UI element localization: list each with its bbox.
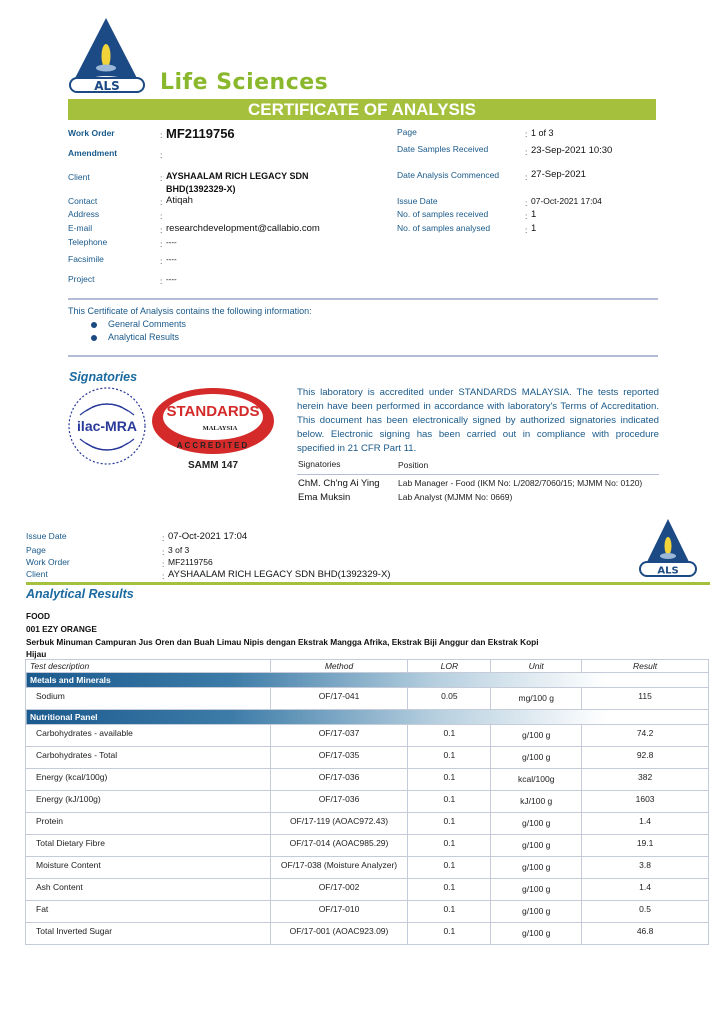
sample-id-name: 001 EZY ORANGE [26, 624, 97, 634]
cell-method: OF/17-037 [270, 725, 408, 747]
page-value: 1 of 3 [531, 128, 554, 138]
p3-work-order-label: Work Order [26, 557, 70, 567]
colon: : [525, 147, 528, 157]
colon: : [162, 547, 165, 557]
client-value-line2: BHD(1392329-X) [166, 184, 236, 194]
cell-unit: g/100 g [491, 835, 582, 857]
document-title: CERTIFICATE OF ANALYSIS [68, 99, 656, 120]
cell-result: 92.8 [582, 747, 709, 769]
cell-test: Total Inverted Sugar [26, 923, 271, 945]
cell-test: Moisture Content [26, 857, 271, 879]
cell-unit: g/100 g [491, 857, 582, 879]
page-label: Page [397, 127, 417, 137]
cell-unit: kJ/100 g [491, 791, 582, 813]
divider [297, 474, 659, 475]
divider [68, 298, 658, 300]
cell-unit: kcal/100g [491, 769, 582, 791]
colon: : [160, 276, 163, 286]
p3-page-value: 3 of 3 [168, 545, 190, 555]
table-header-row [26, 660, 709, 673]
cell-unit: g/100 g [491, 923, 582, 945]
signatory-name: ChM. Ch'ng Ai Ying [298, 478, 380, 489]
group-name: Metals and Minerals [26, 673, 709, 688]
table-row [26, 791, 709, 813]
date-commenced-label: Date Analysis Commenced [397, 170, 500, 180]
position-col-header: Position [398, 460, 429, 470]
standards-malaysia-logo [150, 386, 276, 456]
cell-method: OF/17-036 [270, 791, 408, 813]
cell-lor: 0.1 [408, 791, 491, 813]
table-row [26, 813, 709, 835]
sample-description: Serbuk Minuman Campuran Jus Oren dan Buah Limau Nipis dengan Ekstrak Mangga Afrika, Ekstrak Biji Anggur dan Ekstrak Kopi [26, 637, 539, 647]
group-header-row [26, 710, 709, 725]
samples-analysed-value: 1 [531, 223, 537, 234]
facsimile-label: Facsimile [68, 254, 104, 264]
cell-result: 1603 [582, 791, 709, 813]
telephone-label: Telephone [68, 237, 108, 247]
facsimile-value: ---- [166, 255, 177, 264]
contents-intro: This Certificate of Analysis contains the following information: [68, 306, 312, 316]
p3-work-order-value: MF2119756 [168, 557, 213, 567]
ilac-mra-logo [66, 385, 148, 467]
email-label: E-mail [68, 223, 93, 233]
cell-result: 115 [582, 688, 709, 710]
standards-text: STANDARDS [166, 403, 260, 420]
colon: : [525, 198, 528, 208]
cell-method: OF/17-001 (AOAC923.09) [270, 923, 408, 945]
cell-lor: 0.1 [408, 769, 491, 791]
client-label: Client [68, 172, 90, 182]
cell-method: OF/17-119 (AOAC972.43) [270, 813, 408, 835]
cell-method: OF/17-002 [270, 879, 408, 901]
contact-value: Atiqah [166, 195, 193, 206]
cell-test: Carbohydrates - Total [26, 747, 271, 769]
accredited-text: ACCREDITED [176, 441, 250, 450]
cell-unit: g/100 g [491, 725, 582, 747]
colon: : [162, 559, 165, 569]
cell-lor: 0.05 [408, 688, 491, 710]
telephone-value: ---- [166, 238, 177, 247]
table-row [26, 769, 709, 791]
logo-text: ALS [94, 79, 120, 93]
table-row [26, 857, 709, 879]
cell-test: Total Dietary Fibre [26, 835, 271, 857]
col-header-lor: LOR [408, 660, 491, 673]
samm-number: SAMM 147 [188, 460, 239, 471]
colon: : [525, 129, 528, 139]
colon: : [160, 197, 163, 207]
samples-received-value: 1 [531, 209, 537, 220]
cell-test: Sodium [26, 688, 271, 710]
cell-test: Protein [26, 813, 271, 835]
col-header-result: Result [582, 660, 709, 673]
table-row [26, 923, 709, 945]
samples-analysed-label: No. of samples analysed [397, 223, 491, 233]
colon: : [162, 533, 165, 543]
signatory-name: Ema Muksin [298, 492, 351, 503]
work-order-value: MF2119756 [166, 126, 235, 141]
green-divider [26, 582, 710, 585]
table-row [26, 747, 709, 769]
ilac-text: ilac-MRA [77, 418, 137, 434]
results-body [26, 673, 709, 945]
cell-result: 1.4 [582, 879, 709, 901]
als-logo-small [634, 516, 704, 580]
email-value[interactable]: researchdevelopment@callabio.com [166, 223, 320, 234]
client-value: AYSHAALAM RICH LEGACY SDN [166, 171, 309, 181]
p3-issue-date-label: Issue Date [26, 531, 67, 541]
cell-method: OF/17-038 (Moisture Analyzer) [270, 857, 408, 879]
table-row [26, 725, 709, 747]
cell-lor: 0.1 [408, 747, 491, 769]
cell-result: 0.5 [582, 901, 709, 923]
group-header-row [26, 673, 709, 688]
date-commenced-value: 27-Sep-2021 [531, 169, 586, 180]
cell-result: 382 [582, 769, 709, 791]
als-logo [66, 14, 166, 94]
cell-unit: mg/100 g [491, 688, 582, 710]
p3-client-label: Client [26, 569, 48, 579]
cell-test: Carbohydrates - available [26, 725, 271, 747]
analytical-results-title: Analytical Results [26, 587, 134, 601]
cell-test: Energy (kJ/100g) [26, 791, 271, 813]
colon: : [162, 571, 165, 581]
sample-description-line2: Hijau [26, 649, 47, 659]
table-row [26, 901, 709, 923]
colon: : [160, 256, 163, 266]
p3-issue-date-value: 07-Oct-2021 17:04 [168, 531, 248, 542]
malaysia-text: MALAYSIA [202, 425, 238, 432]
cell-result: 3.8 [582, 857, 709, 879]
date-received-value: 23-Sep-2021 10:30 [531, 145, 613, 156]
cell-test: Fat [26, 901, 271, 923]
cell-test: Energy (kcal/100g) [26, 769, 271, 791]
p3-page-label: Page [26, 545, 46, 555]
contact-label: Contact [68, 196, 98, 206]
colon: : [525, 225, 528, 235]
col-header-method: Method [270, 660, 408, 673]
cell-lor: 0.1 [408, 725, 491, 747]
colon: : [160, 130, 163, 140]
col-header-unit: Unit [491, 660, 582, 673]
cell-unit: g/100 g [491, 747, 582, 769]
cell-method: OF/17-010 [270, 901, 408, 923]
cell-result: 46.8 [582, 923, 709, 945]
cell-lor: 0.1 [408, 901, 491, 923]
project-value: ---- [166, 275, 177, 284]
logo-text: ALS [657, 565, 679, 577]
colon: : [525, 172, 528, 182]
signatories-title: Signatories [69, 370, 138, 384]
contents-item: General Comments [108, 319, 187, 329]
p3-client-value: AYSHAALAM RICH LEGACY SDN BHD(1392329-X) [168, 569, 391, 580]
bullet-icon [91, 335, 97, 341]
work-order-label: Work Order [68, 128, 115, 138]
group-name: Nutritional Panel [26, 710, 709, 725]
results-table [25, 659, 709, 945]
signatory-position: Lab Analyst (MJMM No: 0669) [398, 492, 513, 502]
signatories-col-header: Signatories [298, 459, 341, 469]
colon: : [525, 211, 528, 221]
colon: : [160, 225, 163, 235]
amendment-label: Amendment [68, 148, 118, 158]
divider [68, 355, 658, 357]
project-label: Project [68, 274, 95, 284]
cell-test: Ash Content [26, 879, 271, 901]
issue-date-label: Issue Date [397, 196, 438, 206]
brand-name: Life Sciences [160, 70, 329, 95]
col-header-test: Test description [26, 660, 271, 673]
cell-result: 1.4 [582, 813, 709, 835]
cell-unit: g/100 g [491, 879, 582, 901]
colon: : [160, 173, 163, 183]
table-row [26, 688, 709, 710]
cell-lor: 0.1 [408, 835, 491, 857]
cell-method: OF/17-041 [270, 688, 408, 710]
bullet-icon [91, 322, 97, 328]
cell-lor: 0.1 [408, 923, 491, 945]
address-label: Address [68, 209, 100, 219]
cell-unit: g/100 g [491, 901, 582, 923]
date-received-label: Date Samples Received [397, 144, 489, 154]
cell-lor: 0.1 [408, 857, 491, 879]
cell-unit: g/100 g [491, 813, 582, 835]
cell-lor: 0.1 [408, 813, 491, 835]
signatory-position: Lab Manager - Food (IKM No: L/2082/7060/15; MJMM No: 0120) [398, 478, 643, 488]
accreditation-note: This laboratory is accredited under STANDARDS MALAYSIA. The tests reported herein have been performed in accordance with laboratory's Terms of Accreditation. This document has been electronically signed by authorized signatories indicated below. Electronic signing has been carried out in compliance with procedure specified in 21 CFR Part 11. [297, 387, 659, 454]
cell-method: OF/17-035 [270, 747, 408, 769]
colon: : [160, 239, 163, 249]
cell-result: 74.2 [582, 725, 709, 747]
cell-lor: 0.1 [408, 879, 491, 901]
table-row [26, 835, 709, 857]
cell-method: OF/17-036 [270, 769, 408, 791]
contents-item: Analytical Results [108, 332, 180, 342]
table-row [26, 879, 709, 901]
sample-matrix: FOOD [26, 611, 50, 621]
cell-result: 19.1 [582, 835, 709, 857]
issue-date-value: 07-Oct-2021 17:04 [531, 196, 602, 206]
colon: : [160, 150, 163, 160]
cell-method: OF/17-014 (AOAC985.29) [270, 835, 408, 857]
colon: : [160, 211, 163, 221]
samples-received-label: No. of samples received [397, 209, 489, 219]
